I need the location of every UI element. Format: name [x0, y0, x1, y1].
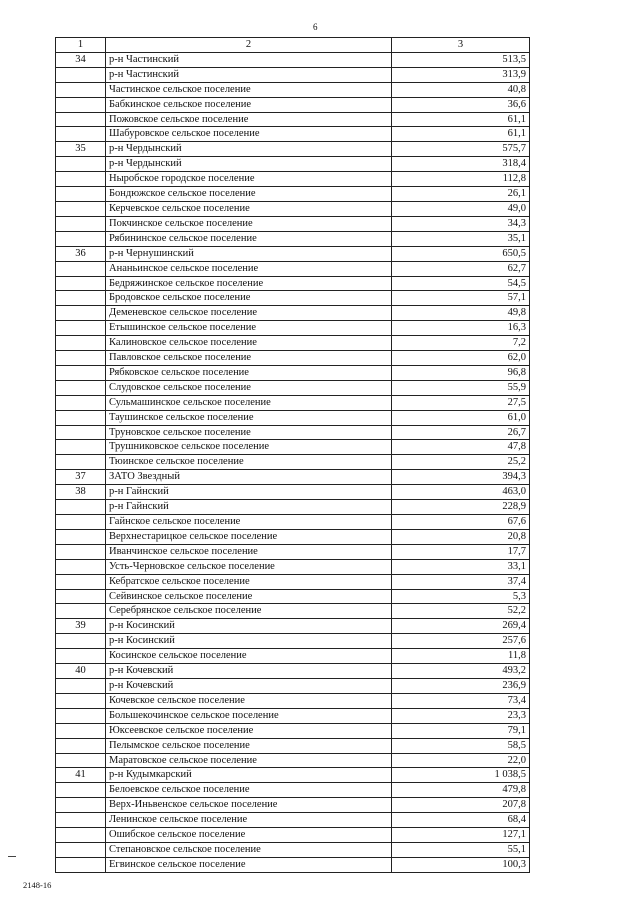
row-number — [56, 157, 106, 172]
row-value: 11,8 — [392, 649, 530, 664]
row-number — [56, 529, 106, 544]
row-name: Юксеевское сельское поселение — [106, 723, 392, 738]
row-name: р-н Кочевский — [106, 678, 392, 693]
row-number: 39 — [56, 619, 106, 634]
row-number — [56, 574, 106, 589]
row-number — [56, 544, 106, 559]
row-name: р-н Чердынский — [106, 142, 392, 157]
table-row — [56, 425, 530, 440]
row-value: 36,6 — [392, 97, 530, 112]
row-number — [56, 172, 106, 187]
table-row — [56, 291, 530, 306]
row-value: 54,5 — [392, 276, 530, 291]
row-name: ЗАТО Звездный — [106, 470, 392, 485]
row-number — [56, 604, 106, 619]
row-name: Серебрянское сельское поселение — [106, 604, 392, 619]
table-row — [56, 857, 530, 872]
row-value: 52,2 — [392, 604, 530, 619]
table-row — [56, 842, 530, 857]
table-row — [56, 768, 530, 783]
row-name: Ленинское сельское поселение — [106, 813, 392, 828]
row-number — [56, 306, 106, 321]
row-number — [56, 753, 106, 768]
row-number — [56, 291, 106, 306]
row-value: 37,4 — [392, 574, 530, 589]
row-number: 38 — [56, 485, 106, 500]
row-value: 23,3 — [392, 708, 530, 723]
row-value: 25,2 — [392, 455, 530, 470]
row-name: Маратовское сельское поселение — [106, 753, 392, 768]
table-row — [56, 67, 530, 82]
table-row — [56, 440, 530, 455]
row-name: Труновское сельское поселение — [106, 425, 392, 440]
row-number — [56, 440, 106, 455]
row-value: 112,8 — [392, 172, 530, 187]
row-number — [56, 857, 106, 872]
table-row — [56, 380, 530, 395]
table-row — [56, 112, 530, 127]
row-name: Тюинское сельское поселение — [106, 455, 392, 470]
row-number — [56, 276, 106, 291]
row-name: Ошибское сельское поселение — [106, 828, 392, 843]
row-name: Рябининское сельское поселение — [106, 231, 392, 246]
row-value: 20,8 — [392, 529, 530, 544]
row-number — [56, 231, 106, 246]
row-value: 318,4 — [392, 157, 530, 172]
row-value: 26,1 — [392, 187, 530, 202]
row-number: 41 — [56, 768, 106, 783]
row-number — [56, 828, 106, 843]
row-value: 236,9 — [392, 678, 530, 693]
row-number — [56, 649, 106, 664]
row-name: Шабуровское сельское поселение — [106, 127, 392, 142]
row-number — [56, 395, 106, 410]
row-name: Косинское сельское поселение — [106, 649, 392, 664]
row-number — [56, 559, 106, 574]
row-value: 7,2 — [392, 336, 530, 351]
table-row — [56, 693, 530, 708]
row-name: Пелымское сельское поселение — [106, 738, 392, 753]
table-row — [56, 798, 530, 813]
table-row — [56, 157, 530, 172]
row-name: Частинское сельское поселение — [106, 82, 392, 97]
row-number — [56, 589, 106, 604]
row-value: 68,4 — [392, 813, 530, 828]
table-row — [56, 753, 530, 768]
row-number — [56, 738, 106, 753]
row-value: 127,1 — [392, 828, 530, 843]
table-row — [56, 708, 530, 723]
table-row — [56, 604, 530, 619]
row-number — [56, 187, 106, 202]
row-number — [56, 336, 106, 351]
row-value: 650,5 — [392, 246, 530, 261]
row-value: 79,1 — [392, 723, 530, 738]
table-row — [56, 395, 530, 410]
row-number — [56, 723, 106, 738]
table-row — [56, 678, 530, 693]
row-value: 55,1 — [392, 842, 530, 857]
row-value: 26,7 — [392, 425, 530, 440]
row-name: Ананьинское сельское поселение — [106, 261, 392, 276]
row-value: 34,3 — [392, 216, 530, 231]
table-row — [56, 589, 530, 604]
row-value: 394,3 — [392, 470, 530, 485]
row-number: 37 — [56, 470, 106, 485]
row-name: Етышинское сельское поселение — [106, 321, 392, 336]
column-header: 2 — [106, 38, 392, 53]
row-value: 57,1 — [392, 291, 530, 306]
row-name: Верхнестарицкое сельское поселение — [106, 529, 392, 544]
row-name: Покчинское сельское поселение — [106, 216, 392, 231]
row-name: р-н Косинский — [106, 634, 392, 649]
row-number — [56, 112, 106, 127]
row-number — [56, 842, 106, 857]
row-value: 49,8 — [392, 306, 530, 321]
row-value: 58,5 — [392, 738, 530, 753]
table-row — [56, 187, 530, 202]
row-number — [56, 515, 106, 530]
row-name: р-н Косинский — [106, 619, 392, 634]
row-number — [56, 455, 106, 470]
row-value: 313,9 — [392, 67, 530, 82]
row-name: Слудовское сельское поселение — [106, 380, 392, 395]
row-number — [56, 97, 106, 112]
row-name: Бродовское сельское поселение — [106, 291, 392, 306]
row-value: 96,8 — [392, 365, 530, 380]
table-row — [56, 574, 530, 589]
row-value: 67,6 — [392, 515, 530, 530]
row-name: р-н Гайнский — [106, 500, 392, 515]
row-number: 35 — [56, 142, 106, 157]
table-row — [56, 201, 530, 216]
table-row — [56, 470, 530, 485]
table-row — [56, 172, 530, 187]
row-number — [56, 678, 106, 693]
row-name: р-н Частинский — [106, 52, 392, 67]
row-number — [56, 410, 106, 425]
row-value: 17,7 — [392, 544, 530, 559]
row-number — [56, 127, 106, 142]
row-value: 207,8 — [392, 798, 530, 813]
row-value: 22,0 — [392, 753, 530, 768]
table-row — [56, 783, 530, 798]
row-value: 269,4 — [392, 619, 530, 634]
table-row — [56, 321, 530, 336]
row-number — [56, 380, 106, 395]
row-number — [56, 783, 106, 798]
row-value: 55,9 — [392, 380, 530, 395]
row-number — [56, 321, 106, 336]
row-name: Иванчинское сельское поселение — [106, 544, 392, 559]
row-name: Керчевское сельское поселение — [106, 201, 392, 216]
table-row — [56, 544, 530, 559]
row-value: 61,1 — [392, 112, 530, 127]
column-header: 1 — [56, 38, 106, 53]
row-value: 62,0 — [392, 351, 530, 366]
table-row — [56, 336, 530, 351]
row-name: р-н Кудымкарский — [106, 768, 392, 783]
table-row — [56, 500, 530, 515]
table-row — [56, 619, 530, 634]
row-number — [56, 708, 106, 723]
table-row — [56, 351, 530, 366]
row-name: Бедряжинское сельское поселение — [106, 276, 392, 291]
table-row — [56, 52, 530, 67]
row-number — [56, 365, 106, 380]
table-row — [56, 738, 530, 753]
table-row — [56, 664, 530, 679]
row-name: Кебратское сельское поселение — [106, 574, 392, 589]
row-number — [56, 813, 106, 828]
row-number — [56, 261, 106, 276]
row-value: 100,3 — [392, 857, 530, 872]
row-value: 1 038,5 — [392, 768, 530, 783]
row-name: Гайнское сельское поселение — [106, 515, 392, 530]
row-name: Деменевское сельское поселение — [106, 306, 392, 321]
table-row — [56, 723, 530, 738]
row-name: Белоевское сельское поселение — [106, 783, 392, 798]
row-number — [56, 425, 106, 440]
row-name: Сейвинское сельское поселение — [106, 589, 392, 604]
row-value: 463,0 — [392, 485, 530, 500]
row-value: 40,8 — [392, 82, 530, 97]
column-header: 3 — [392, 38, 530, 53]
row-value: 228,9 — [392, 500, 530, 515]
document-code: 2148-16 — [23, 880, 52, 890]
row-name: Трушниковское сельское поселение — [106, 440, 392, 455]
row-value: 257,6 — [392, 634, 530, 649]
row-value: 513,5 — [392, 52, 530, 67]
table-row — [56, 828, 530, 843]
row-number — [56, 500, 106, 515]
row-value: 73,4 — [392, 693, 530, 708]
table-row — [56, 485, 530, 500]
row-value: 61,1 — [392, 127, 530, 142]
row-number — [56, 67, 106, 82]
row-number: 40 — [56, 664, 106, 679]
table-row — [56, 515, 530, 530]
row-name: Кочевское сельское поселение — [106, 693, 392, 708]
row-name: Калиновское сельское поселение — [106, 336, 392, 351]
table-row — [56, 97, 530, 112]
table-row — [56, 306, 530, 321]
row-name: р-н Частинский — [106, 67, 392, 82]
page-number: 6 — [313, 22, 318, 32]
table-row — [56, 246, 530, 261]
row-value: 47,8 — [392, 440, 530, 455]
table-row — [56, 142, 530, 157]
row-name: Таушинское сельское поселение — [106, 410, 392, 425]
table-row — [56, 127, 530, 142]
row-name: Сульмашинское сельское поселение — [106, 395, 392, 410]
row-value: 33,1 — [392, 559, 530, 574]
row-number — [56, 634, 106, 649]
row-name: р-н Чернушинский — [106, 246, 392, 261]
data-table — [55, 37, 530, 873]
table-row — [56, 231, 530, 246]
row-number — [56, 201, 106, 216]
row-number — [56, 693, 106, 708]
row-value: 575,7 — [392, 142, 530, 157]
table-row — [56, 634, 530, 649]
row-name: Егвинское сельское поселение — [106, 857, 392, 872]
row-name: Пожовское сельское поселение — [106, 112, 392, 127]
row-number — [56, 798, 106, 813]
row-name: р-н Чердынский — [106, 157, 392, 172]
row-value: 493,2 — [392, 664, 530, 679]
row-value: 5,3 — [392, 589, 530, 604]
row-value: 49,0 — [392, 201, 530, 216]
row-number: 34 — [56, 52, 106, 67]
table-row — [56, 559, 530, 574]
row-value: 62,7 — [392, 261, 530, 276]
table-row — [56, 216, 530, 231]
table-row — [56, 261, 530, 276]
row-name: Бабкинское сельское поселение — [106, 97, 392, 112]
table-row — [56, 529, 530, 544]
margin-mark — [8, 856, 16, 857]
row-name: Бондюжское сельское поселение — [106, 187, 392, 202]
row-name: Павловское сельское поселение — [106, 351, 392, 366]
row-name: Большекочинское сельское поселение — [106, 708, 392, 723]
row-number — [56, 82, 106, 97]
row-name: Рябковское сельское поселение — [106, 365, 392, 380]
table-row — [56, 365, 530, 380]
row-value: 27,5 — [392, 395, 530, 410]
table-header-row — [56, 38, 530, 53]
row-value: 61,0 — [392, 410, 530, 425]
row-value: 479,8 — [392, 783, 530, 798]
row-number — [56, 351, 106, 366]
row-name: р-н Гайнский — [106, 485, 392, 500]
row-name: Ныробское городское поселение — [106, 172, 392, 187]
table-row — [56, 455, 530, 470]
row-number — [56, 216, 106, 231]
table-row — [56, 813, 530, 828]
row-name: р-н Кочевский — [106, 664, 392, 679]
table-row — [56, 410, 530, 425]
row-value: 16,3 — [392, 321, 530, 336]
row-name: Верх-Иньвенское сельское поселение — [106, 798, 392, 813]
table-row — [56, 82, 530, 97]
table-row — [56, 276, 530, 291]
table-row — [56, 649, 530, 664]
row-value: 35,1 — [392, 231, 530, 246]
row-number: 36 — [56, 246, 106, 261]
row-name: Усть-Черновское сельское поселение — [106, 559, 392, 574]
row-name: Степановское сельское поселение — [106, 842, 392, 857]
